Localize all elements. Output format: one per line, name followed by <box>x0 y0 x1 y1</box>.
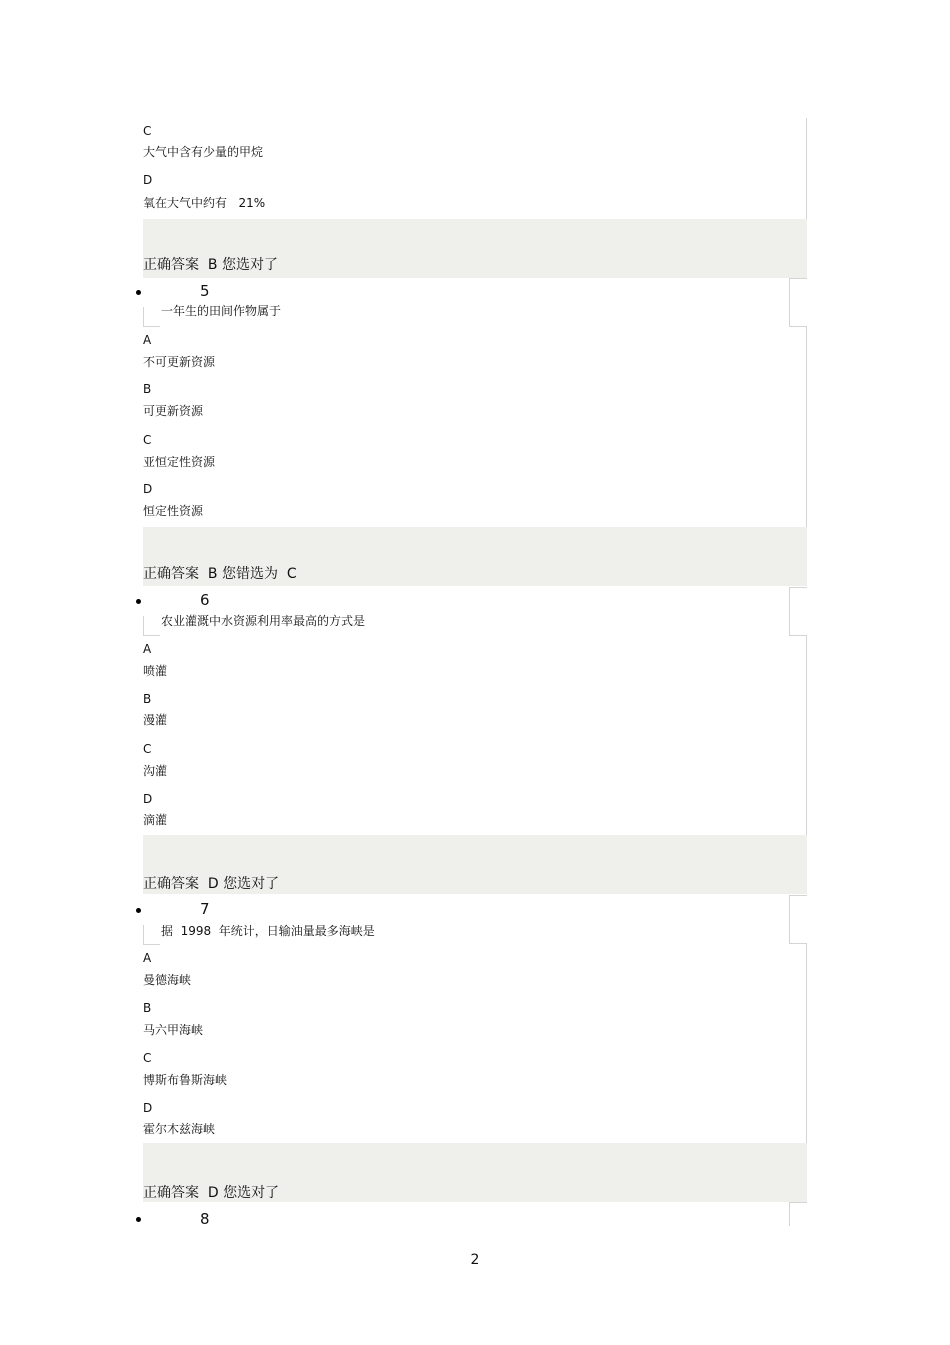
question-box-bottom <box>143 944 160 945</box>
option-letter: D <box>143 173 153 187</box>
question-box-bottom <box>143 326 160 327</box>
option-text: 喷灌 <box>143 664 168 678</box>
question-box-right <box>789 587 790 636</box>
question-box-bottom-right <box>789 326 807 327</box>
question-box-left <box>143 925 144 945</box>
option-letter: B <box>143 1001 152 1015</box>
option-text: 马六甲海峡 <box>143 1023 204 1037</box>
option-letter: D <box>143 792 153 806</box>
option-letter: C <box>143 433 152 447</box>
option-letter: B <box>143 382 152 396</box>
option-letter: D <box>143 482 153 496</box>
question-number: 6 <box>200 591 210 609</box>
option-letter: A <box>143 333 152 347</box>
option-text: 大气中含有少量的甲烷 <box>143 145 264 159</box>
option-text: 漫灌 <box>143 713 168 727</box>
list-bullet <box>136 1217 141 1222</box>
option-letter: A <box>143 951 152 965</box>
answer-text: 正确答案 D 您选对了 <box>143 1185 280 1201</box>
option-letter: D <box>143 1101 153 1115</box>
option-letter: C <box>143 124 152 138</box>
question-box-right <box>789 895 790 944</box>
question-box-bottom-right <box>789 943 807 944</box>
option-letter: C <box>143 1051 152 1065</box>
question-box-left <box>143 616 144 636</box>
option-text: 不可更新资源 <box>143 355 216 369</box>
question-text: 据 1998 年统计，日输油量最多海峡是 <box>161 924 375 938</box>
option-text: 可更新资源 <box>143 404 204 418</box>
option-letter: C <box>143 742 152 756</box>
question-number: 7 <box>200 900 210 918</box>
question-box-top <box>789 1202 807 1203</box>
option-text: 霍尔木兹海峡 <box>143 1122 216 1136</box>
question-text: 农业灌溉中水资源利用率最高的方式是 <box>161 614 366 628</box>
answer-text: 正确答案 B 您选对了 <box>143 257 278 273</box>
question-box-bottom-right <box>789 635 807 636</box>
question-box-top <box>789 587 807 588</box>
page-number: 2 <box>470 1252 480 1268</box>
question-text: 一年生的田间作物属于 <box>161 304 282 318</box>
question-box-left <box>143 307 144 327</box>
question-box-top <box>789 895 807 896</box>
option-letter: A <box>143 642 152 656</box>
question-box-bottom <box>143 635 160 636</box>
answer-text: 正确答案 D 您选对了 <box>143 876 280 892</box>
question-box-right <box>789 1202 790 1226</box>
answer-text: 正确答案 B 您错选为 C <box>143 566 297 582</box>
option-text: 恒定性资源 <box>143 504 204 518</box>
list-bullet <box>136 908 141 913</box>
list-bullet <box>136 290 141 295</box>
option-text: 滴灌 <box>143 813 168 827</box>
question-number: 5 <box>200 282 210 300</box>
option-text: 沟灌 <box>143 764 168 778</box>
question-box-right <box>789 278 790 327</box>
option-text: 氧在大气中约有 21% <box>143 196 266 210</box>
question-box-top <box>789 278 807 279</box>
option-letter: B <box>143 692 152 706</box>
question-number: 8 <box>200 1210 210 1228</box>
list-bullet <box>136 599 141 604</box>
option-text: 亚恒定性资源 <box>143 455 216 469</box>
option-text: 曼德海峡 <box>143 973 192 987</box>
option-text: 博斯布鲁斯海峡 <box>143 1073 228 1087</box>
